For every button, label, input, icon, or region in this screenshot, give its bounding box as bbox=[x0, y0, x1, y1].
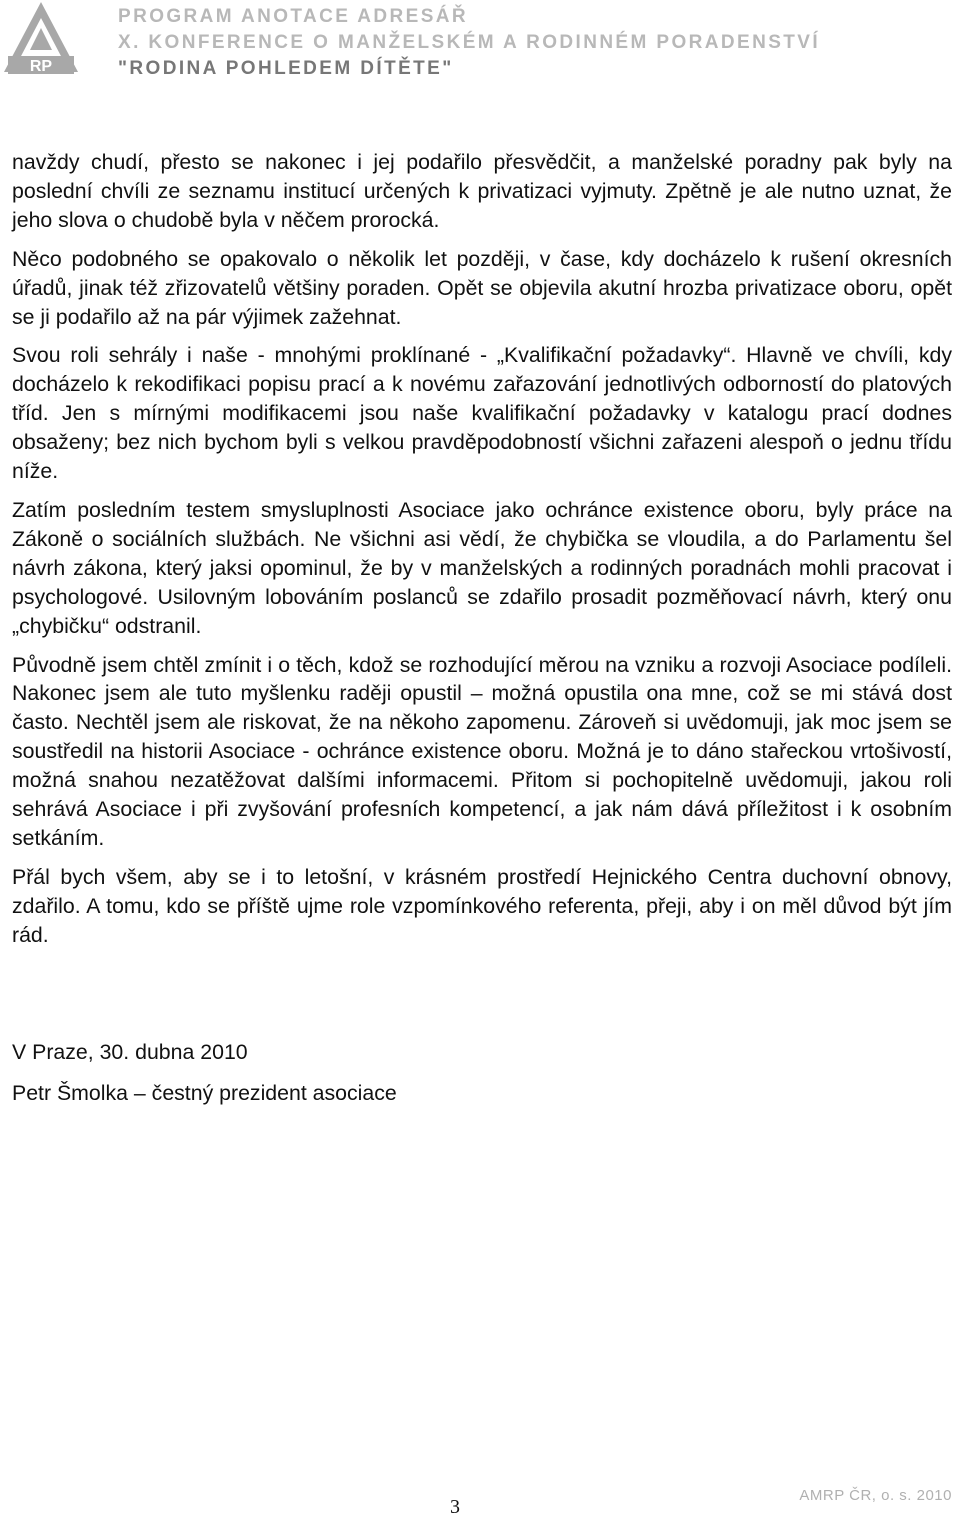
paragraph: navždy chudí, přesto se nakonec i jej podařilo přesvědčit, a manželské poradny pak byly na poslední chvíli ze seznamu institucí určených k privatizaci vyjmuty. Zpětně je ale nutno uznat, že jeho slova o chudobě byla v něčem prorocká. bbox=[12, 150, 952, 232]
document-header bbox=[118, 4, 820, 82]
paragraph: Svou roli sehrály i naše - mnohými proklínané - „Kvalifikační požadavky“. Hlavně ve chvíli, kdy docházelo k rekodifikaci popisu prací a k novému zařazování jednotlivých odborností do platových tříd. Jen s mírnými modifikacemi jsou naše kvalifikační požadavky v katalogu prací dodnes obsaženy; bez nich bychom byli s velkou pravděpodobností všichni zařazeni alespoň o jednu třídu níže. bbox=[12, 343, 952, 484]
paragraph: Přál bych všem, aby se i to letošní, v krásném prostředí Hejnického Centra duchovní obnovy, zdařilo. A tomu, kdo se příště ujme role vzpomínkového referenta, přeji, aby i on měl důvod být jím rád. bbox=[12, 864, 952, 947]
paragraph: Zatím posledním testem smysluplnosti Asociace jako ochránce existence oboru, byly práce na Zákoně o sociálních službách. Ne všichni asi vědí, že chybička se vloudila, a do Parlamentu šel návrh zákona, který jaksi opominul, že by v manželských a rodinných poradnách mohli pracovat i psychologové. Usilovným lobováním poslanců se zdařilo prosadit pozměňovací návrh, který onu „chybičku“ odstranil. bbox=[12, 497, 952, 638]
footer-copyright: AMRP ČR, o. s. 2010 bbox=[799, 1487, 952, 1504]
header-line-program: PROGRAM ANOTACE ADRESÁŘ bbox=[118, 6, 469, 27]
paragraph: Původně jsem chtěl zmínit i o těch, kdož se rozhodující měrou na vzniku a rozvoji Asociace podíleli. Nakonec jsem ale tuto myšlenku raději opustil – možná opustila ona mne, což se mi stává dost často. Nechtěl jsem ale riskovat, že na někoho zapomenu. Zároveň si uvědomuji, jak moc jsem se soustředil na historii Asociace - ochránce existence oboru. Možná je to dáno stařeckou vrtošivostí, možná snahou nezatěžovat dalšími informacemi. Přitom si pochopitelně uvědomuji, jakou roli sehrává Asociace i při zvyšování profesních kompetencí, a jak nám dává příležitost i k osobním setkáním. bbox=[12, 652, 952, 850]
logo-text: RP bbox=[29, 58, 53, 75]
signature: Petr Šmolka – čestný prezident asociace bbox=[12, 1081, 397, 1105]
header-line-theme: "RODINA POHLEDEM DÍTĚTE" bbox=[118, 58, 454, 79]
place-date: V Praze, 30. dubna 2010 bbox=[12, 1040, 248, 1064]
closing-block bbox=[12, 1038, 397, 1120]
page-number: 3 bbox=[450, 1496, 460, 1518]
association-logo bbox=[2, 0, 80, 76]
article-body bbox=[12, 148, 952, 960]
header-line-conference: X. KONFERENCE O MANŽELSKÉM A RODINNÉM PORADENSTVÍ bbox=[118, 32, 821, 53]
paragraph: Něco podobného se opakovalo o několik let později, v čase, kdy docházelo k rušení okresních úřadů, jinak též zřizovatelů většiny poraden. Opět se objevila akutní hrozba privatizace oboru, opět se ji podařilo až na pár výjimek zažehnat. bbox=[12, 246, 952, 329]
